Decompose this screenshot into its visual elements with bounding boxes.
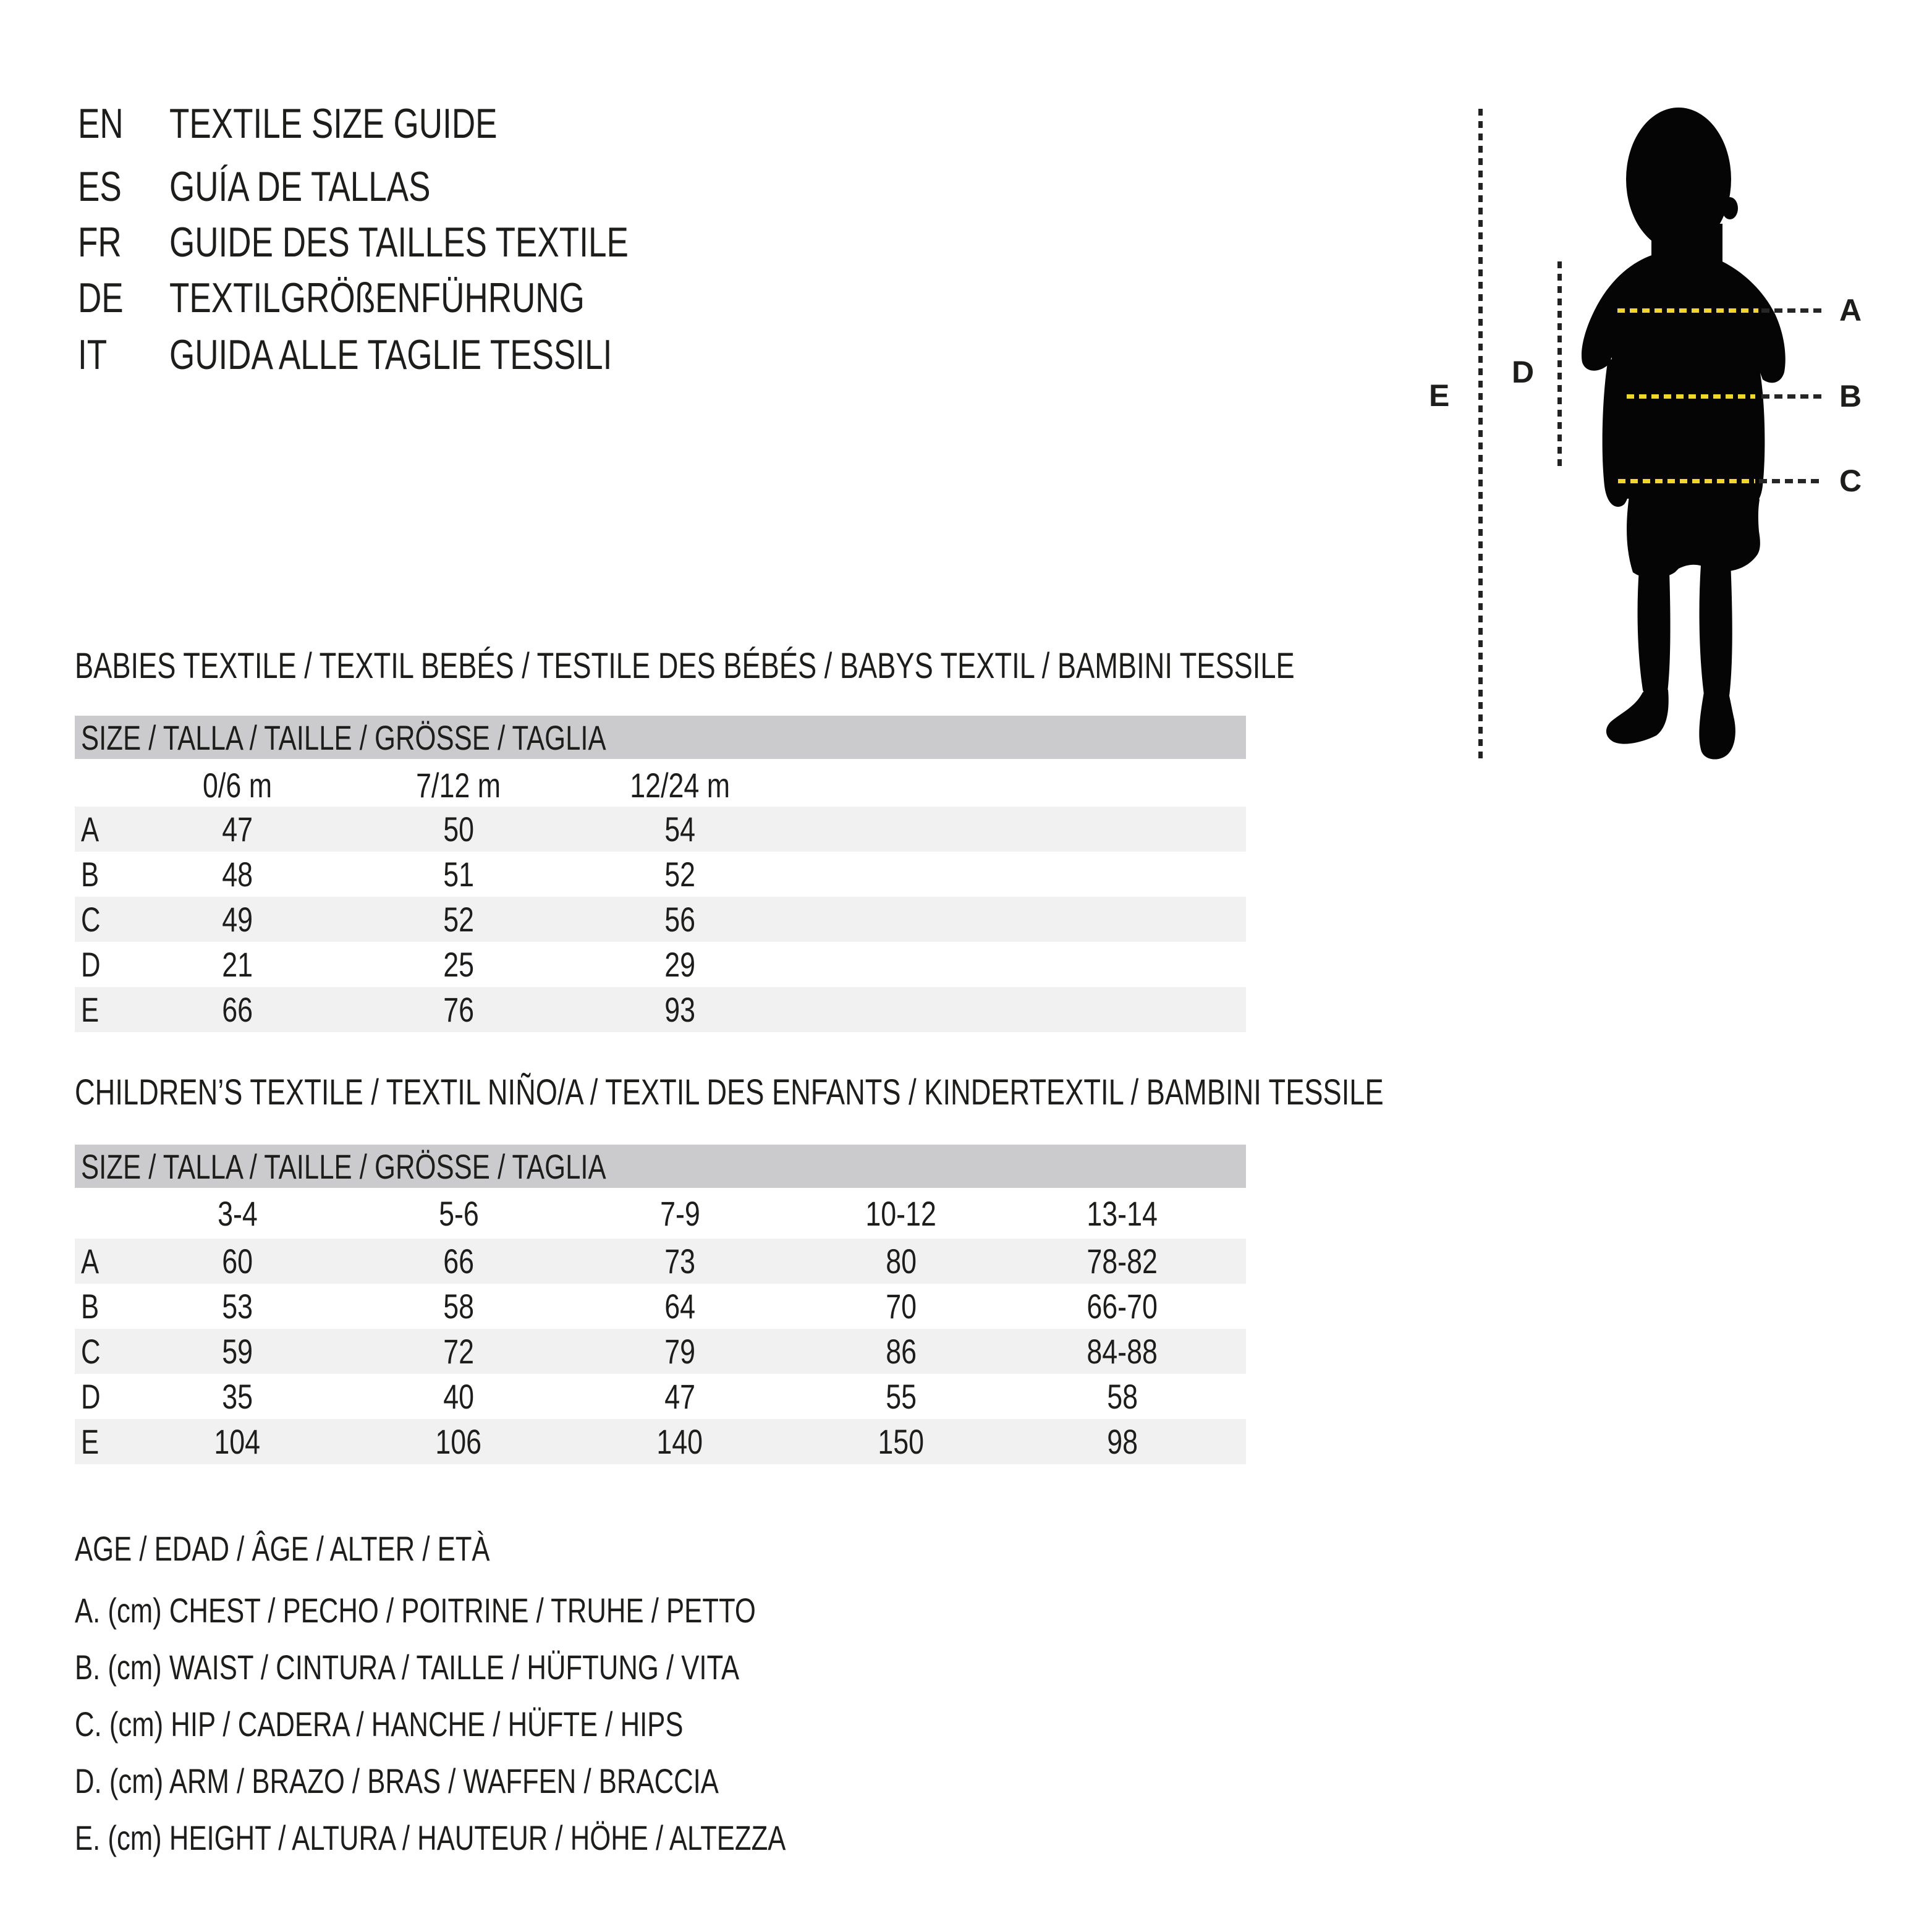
column-header: 3-4 bbox=[217, 1193, 258, 1233]
guide-title-es: GUÍA DE TALLAS bbox=[169, 163, 431, 210]
legend-hip-line: C. (cm) HIP / CADERA / HANCHE / HÜFTE / HIPS bbox=[75, 1705, 684, 1743]
column-header: 12/24 m bbox=[630, 765, 730, 805]
measure-label-d: D bbox=[1512, 355, 1535, 389]
hip-line-dark bbox=[1759, 479, 1822, 483]
waist-line-dark bbox=[1761, 394, 1822, 399]
table-row: B 48 51 52 bbox=[81, 855, 695, 894]
chest-line-dark bbox=[1761, 308, 1822, 313]
legend-age-line: AGE / EDAD / ÂGE / ALTER / ETÀ bbox=[75, 1529, 490, 1568]
waist-line-yellow bbox=[1627, 394, 1755, 399]
language-code: EN bbox=[78, 100, 124, 147]
table-row: A 60 66 73 80 78-82 bbox=[75, 1239, 1246, 1284]
guide-title-fr: GUIDE DES TAILLES TEXTILE bbox=[169, 219, 629, 266]
legend-height-line: E. (cm) HEIGHT / ALTURA / HAUTEUR / HÖHE / ALTEZZA bbox=[75, 1818, 786, 1857]
measure-label-c: C bbox=[1839, 464, 1862, 498]
language-code: ES bbox=[78, 163, 122, 210]
table-row: D 21 25 29 bbox=[81, 945, 695, 984]
column-header: 5-6 bbox=[438, 1193, 479, 1233]
babies-section-title: BABIES TEXTILE / TEXTIL BEBÉS / TESTILE DES BÉBÉS / BABYS TEXTIL / BAMBINI TESSILE bbox=[75, 646, 1295, 686]
legend-waist-line: B. (cm) WAIST / CINTURA / TAILLE / HÜFTUNG / VITA bbox=[75, 1648, 740, 1687]
table-row: C 59 72 79 86 84-88 bbox=[75, 1329, 1246, 1374]
chest-line-yellow bbox=[1617, 308, 1758, 313]
language-code: DE bbox=[78, 274, 124, 321]
measure-label-a: A bbox=[1839, 293, 1862, 328]
table-row: D 35 40 47 55 58 bbox=[81, 1377, 1138, 1416]
column-header: 10-12 bbox=[865, 1193, 937, 1233]
language-code: IT bbox=[78, 331, 108, 378]
measure-label-e: E bbox=[1429, 378, 1450, 413]
guide-title-it: GUIDA ALLE TAGLIE TESSILI bbox=[169, 331, 612, 378]
hip-line-yellow bbox=[1618, 479, 1755, 483]
column-header: 7-9 bbox=[659, 1193, 700, 1233]
column-header: 13-14 bbox=[1087, 1193, 1158, 1233]
guide-title-en: TEXTILE SIZE GUIDE bbox=[169, 100, 498, 147]
children-column-header-row bbox=[75, 1192, 1246, 1235]
legend-chest-line: A. (cm) CHEST / PECHO / POITRINE / TRUHE / PETTO bbox=[75, 1591, 756, 1630]
measure-label-b: B bbox=[1839, 379, 1862, 413]
table-row: B 53 58 64 70 66-70 bbox=[81, 1287, 1158, 1326]
legend-arm-line: D. (cm) ARM / BRAZO / BRAS / WAFFEN / BRACCIA bbox=[75, 1761, 719, 1800]
children-section-title: CHILDREN’S TEXTILE / TEXTIL NIÑO/A / TEXTIL DES ENFANTS / KINDERTEXTIL / BAMBINI TESSILE bbox=[75, 1072, 1384, 1112]
arm-measure-dotted-line bbox=[1557, 261, 1562, 470]
children-size-header-bar: SIZE / TALLA / TAILLE / GRÖSSE / TAGLIA bbox=[75, 1145, 1246, 1188]
table-row: C 49 52 56 bbox=[75, 897, 1246, 942]
column-header: 0/6 m bbox=[202, 765, 273, 805]
column-header: 7/12 m bbox=[416, 765, 501, 805]
table-row: E 66 76 93 bbox=[75, 987, 1246, 1032]
guide-title-de: TEXTILGRÖßENFÜHRUNG bbox=[169, 274, 585, 321]
babies-size-header-bar: SIZE / TALLA / TAILLE / GRÖSSE / TAGLIA bbox=[75, 716, 1246, 759]
language-code: FR bbox=[78, 219, 122, 266]
table-row: A 47 50 54 bbox=[75, 807, 1246, 852]
table-row: E 104 106 140 150 98 bbox=[75, 1419, 1246, 1464]
babies-column-header-row bbox=[75, 763, 1246, 807]
